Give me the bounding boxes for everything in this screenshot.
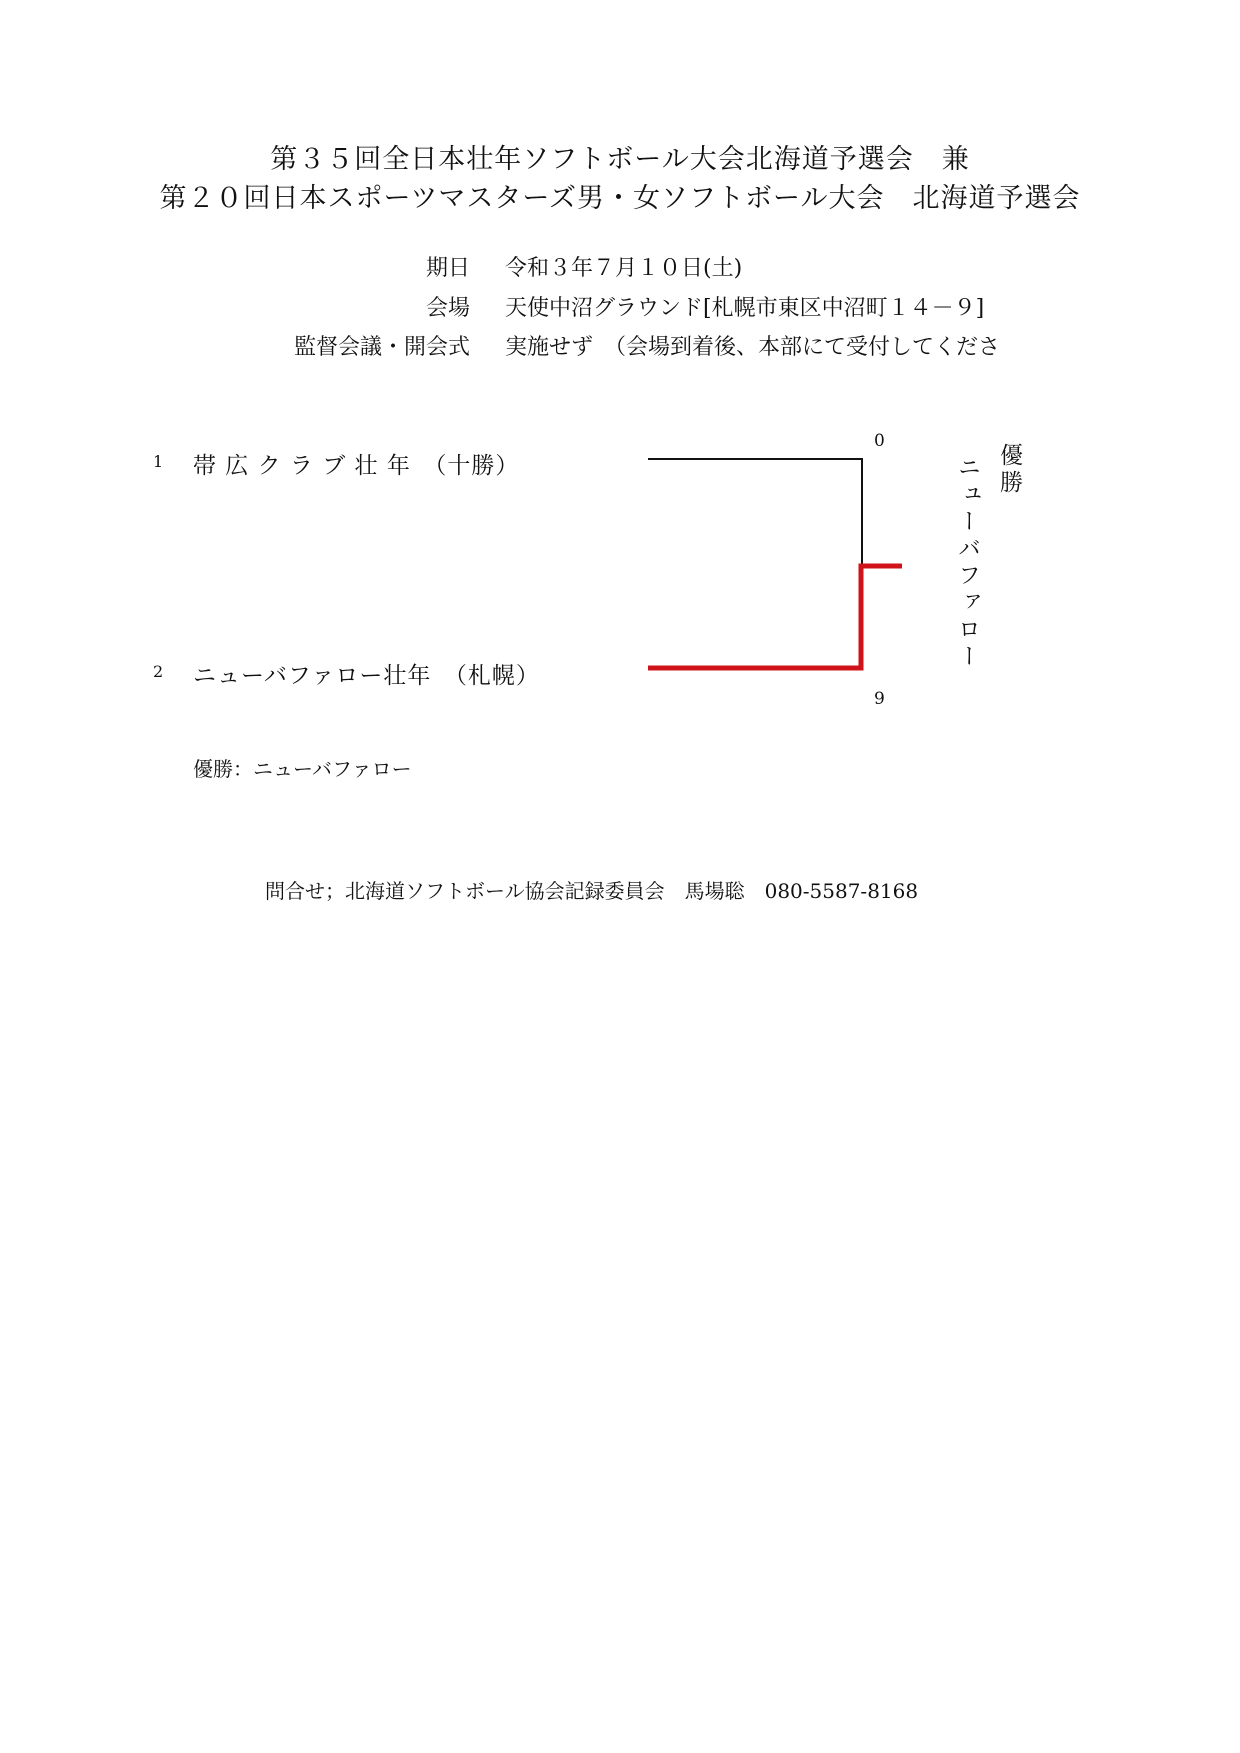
winner-name-vertical: ニューバファロー (954, 455, 980, 671)
date-label: 期日 (425, 256, 470, 281)
title-line-2: 第２０回日本スポーツマスターズ男・女ソフトボール大会 北海道予選会 (159, 183, 1081, 214)
venue-value: 天使中沼グラウンド[札幌市東区中沼町１４－９] (505, 296, 985, 321)
seed-number: 2 (153, 662, 164, 681)
team-name: 帯 広 ク ラ ブ 壮 年 （十勝） (193, 453, 520, 479)
team-name: ニューバファロー壮年 （札幌） (193, 663, 540, 689)
date-value: 令和３年７月１０日(土) (505, 256, 743, 281)
winner-caption: 優勝 (996, 443, 1022, 497)
team-score: 0 (874, 431, 885, 451)
contact-text: 問合せ；北海道ソフトボール協会記録委員会 馬場聡 080-5587-8168 (265, 879, 919, 903)
meeting-value: 実施せず （会場到着後、本部にて受付してくださ (505, 335, 1001, 360)
bracket-winner-path (648, 566, 902, 668)
title-line-1: 第３５回全日本壮年ソフトボール大会北海道予選会 兼 (270, 144, 970, 175)
venue-label: 会場 (425, 296, 470, 321)
seed-number: 1 (153, 452, 164, 471)
result-text: 優勝：ニューバファロー (193, 757, 412, 781)
meeting-label: 監督会議・開会式 (293, 335, 470, 360)
team-score: 9 (874, 689, 885, 709)
